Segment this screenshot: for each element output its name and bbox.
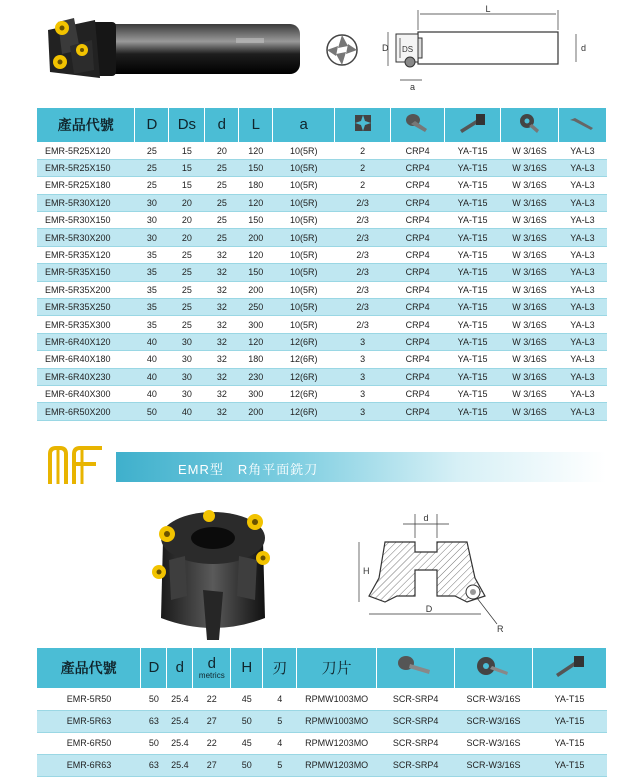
product-code-cell: EMR-5R25X120 bbox=[37, 142, 135, 159]
face-mill-cutter-photo bbox=[145, 500, 280, 640]
table-cell: W 3/16S bbox=[501, 246, 559, 263]
table-header-row bbox=[37, 648, 607, 688]
table-cell: YA-L3 bbox=[558, 316, 606, 333]
product-code-cell: EMR-6R63 bbox=[37, 754, 141, 776]
header-clamp-icon bbox=[501, 108, 559, 142]
table-cell: CRP4 bbox=[391, 159, 445, 176]
table-cell: 2/3 bbox=[335, 264, 391, 281]
table-cell: W 3/16S bbox=[501, 351, 559, 368]
table-cell: 35 bbox=[135, 316, 169, 333]
table-cell: W 3/16S bbox=[501, 333, 559, 350]
table-cell: 25 bbox=[205, 194, 239, 211]
table-cell: 30 bbox=[169, 333, 205, 350]
table-cell: 35 bbox=[135, 299, 169, 316]
table-cell: 25 bbox=[205, 212, 239, 229]
table-cell: 32 bbox=[205, 403, 239, 420]
table-cell: YA-T15 bbox=[445, 142, 501, 159]
key-wrench-icon bbox=[458, 112, 488, 134]
table-cell: 10(5R) bbox=[273, 212, 335, 229]
table-cell: 32 bbox=[205, 299, 239, 316]
banner-series: EMR型 bbox=[178, 462, 224, 477]
header-washer-icon bbox=[455, 648, 533, 688]
table-row bbox=[37, 229, 607, 246]
table-cell: RPMW1203MO bbox=[297, 732, 377, 754]
product-code-cell: EMR-5R35X250 bbox=[37, 299, 135, 316]
emr-face-mill-spec-table bbox=[37, 648, 607, 777]
table-cell: 25 bbox=[135, 142, 169, 159]
table-cell: 63 bbox=[141, 710, 167, 732]
table-cell: YA-T15 bbox=[445, 333, 501, 350]
table-cell: 2/3 bbox=[335, 194, 391, 211]
table-cell: 300 bbox=[239, 385, 273, 402]
table-cell: 230 bbox=[239, 368, 273, 385]
key-wrench-icon bbox=[552, 654, 588, 678]
table-row bbox=[37, 710, 607, 732]
header-d-metrics-top: d bbox=[207, 655, 216, 673]
table-cell: 25 bbox=[205, 177, 239, 194]
table-cell: YA-L3 bbox=[558, 142, 606, 159]
table-cell: 12(6R) bbox=[273, 403, 335, 420]
table-cell: 2/3 bbox=[335, 212, 391, 229]
nf-logo bbox=[46, 444, 106, 488]
table-cell: YA-T15 bbox=[533, 710, 607, 732]
table-cell: RPMW1203MO bbox=[297, 754, 377, 776]
table-cell: YA-T15 bbox=[445, 246, 501, 263]
table-cell: SCR-W3/16S bbox=[455, 732, 533, 754]
table-cell: YA-T15 bbox=[445, 299, 501, 316]
table-cell: YA-L3 bbox=[558, 281, 606, 298]
table-cell: 25.4 bbox=[167, 688, 193, 710]
table-cell: 15 bbox=[169, 159, 205, 176]
table-cell: YA-T15 bbox=[533, 688, 607, 710]
table-cell: 12(6R) bbox=[273, 333, 335, 350]
table-cell: YA-L3 bbox=[558, 385, 606, 402]
table-cell: 63 bbox=[141, 754, 167, 776]
table-cell: YA-T15 bbox=[445, 403, 501, 420]
header-D: D bbox=[141, 648, 167, 688]
table-cell: CRP4 bbox=[391, 194, 445, 211]
top-illustrations bbox=[0, 0, 628, 100]
table-cell: 12(6R) bbox=[273, 385, 335, 402]
label-d: d bbox=[581, 43, 587, 53]
table-cell: 150 bbox=[239, 212, 273, 229]
table-cell: YA-L3 bbox=[558, 194, 606, 211]
table-cell: 15 bbox=[169, 177, 205, 194]
header-d-metrics bbox=[193, 648, 231, 688]
header-wrench-icon bbox=[533, 648, 607, 688]
table-cell: 3 bbox=[335, 403, 391, 420]
table-cell: YA-L3 bbox=[558, 351, 606, 368]
product-code-cell: EMR-5R35X120 bbox=[37, 246, 135, 263]
table-row bbox=[37, 688, 607, 710]
table-cell: 10(5R) bbox=[273, 159, 335, 176]
product-code-cell: EMR-6R50 bbox=[37, 732, 141, 754]
label-sec-d: d bbox=[423, 513, 429, 523]
table-row bbox=[37, 403, 607, 420]
header-Ds: Ds bbox=[169, 108, 205, 142]
header-hexkey-icon bbox=[558, 108, 606, 142]
header-d-metrics-bottom: metrics bbox=[198, 671, 225, 681]
table-cell: 32 bbox=[205, 281, 239, 298]
table-cell: 45 bbox=[231, 732, 263, 754]
table-cell: 25 bbox=[205, 159, 239, 176]
table-cell: CRP4 bbox=[391, 229, 445, 246]
table-cell: 12(6R) bbox=[273, 368, 335, 385]
header-product-code: 產品代號 bbox=[37, 648, 141, 688]
table-cell: 2/3 bbox=[335, 316, 391, 333]
table-cell: 22 bbox=[193, 688, 231, 710]
table-cell: W 3/16S bbox=[501, 264, 559, 281]
table-cell: 300 bbox=[239, 316, 273, 333]
table-cell: 25 bbox=[205, 229, 239, 246]
table-cell: 32 bbox=[205, 368, 239, 385]
table-cell: 10(5R) bbox=[273, 246, 335, 263]
table-cell: 3 bbox=[335, 368, 391, 385]
table-cell: SCR-W3/16S bbox=[455, 754, 533, 776]
product-code-cell: EMR-5R35X150 bbox=[37, 264, 135, 281]
table-cell: SCR-W3/16S bbox=[455, 710, 533, 732]
table-cell: CRP4 bbox=[391, 281, 445, 298]
table-row bbox=[37, 368, 607, 385]
table-cell: 120 bbox=[239, 194, 273, 211]
table-cell: 35 bbox=[135, 264, 169, 281]
end-mill-photo bbox=[40, 10, 310, 85]
table-cell: 20 bbox=[169, 229, 205, 246]
side-dimension-drawing bbox=[378, 2, 598, 98]
table-row bbox=[37, 142, 607, 159]
table-cell: 25 bbox=[135, 177, 169, 194]
table-cell: 30 bbox=[169, 351, 205, 368]
table-cell: 45 bbox=[231, 688, 263, 710]
table-cell: 32 bbox=[205, 385, 239, 402]
table-cell: CRP4 bbox=[391, 212, 445, 229]
header-screw-icon bbox=[391, 108, 445, 142]
washer-screw-icon bbox=[474, 654, 514, 678]
table-cell: 30 bbox=[135, 194, 169, 211]
table-cell: YA-T15 bbox=[445, 264, 501, 281]
table-header-row bbox=[37, 108, 607, 142]
table-cell: 50 bbox=[231, 710, 263, 732]
table-cell: YA-L3 bbox=[558, 368, 606, 385]
table-cell: 25 bbox=[169, 316, 205, 333]
table-cell: 4 bbox=[263, 688, 297, 710]
table-cell: 30 bbox=[169, 385, 205, 402]
table-cell: YA-L3 bbox=[558, 229, 606, 246]
table-cell: 10(5R) bbox=[273, 194, 335, 211]
table-cell: 30 bbox=[135, 212, 169, 229]
table-row bbox=[37, 754, 607, 776]
table-cell: 25.4 bbox=[167, 710, 193, 732]
label-L: L bbox=[485, 4, 491, 14]
table-cell: YA-T15 bbox=[445, 212, 501, 229]
table-cell: 200 bbox=[239, 229, 273, 246]
table-cell: 27 bbox=[193, 710, 231, 732]
table-cell: 40 bbox=[135, 368, 169, 385]
end-view-drawing bbox=[318, 20, 368, 80]
table-row bbox=[37, 159, 607, 176]
banner-title bbox=[178, 459, 318, 478]
product-code-cell: EMR-6R40X180 bbox=[37, 351, 135, 368]
table-cell: 25.4 bbox=[167, 732, 193, 754]
table-cell: 200 bbox=[239, 281, 273, 298]
table-cell: 4 bbox=[263, 732, 297, 754]
table-row bbox=[37, 177, 607, 194]
table-cell: 25.4 bbox=[167, 754, 193, 776]
table-cell: 32 bbox=[205, 246, 239, 263]
table-cell: YA-L3 bbox=[558, 333, 606, 350]
table-cell: 25 bbox=[135, 159, 169, 176]
table-cell: YA-L3 bbox=[558, 246, 606, 263]
table-cell: SCR-SRP4 bbox=[377, 754, 455, 776]
table-cell: 40 bbox=[135, 351, 169, 368]
table-cell: 12(6R) bbox=[273, 351, 335, 368]
table-cell: W 3/16S bbox=[501, 142, 559, 159]
table-cell: W 3/16S bbox=[501, 194, 559, 211]
table-cell: YA-T15 bbox=[445, 281, 501, 298]
table-cell: YA-L3 bbox=[558, 212, 606, 229]
table-cell: W 3/16S bbox=[501, 281, 559, 298]
header-H: H bbox=[231, 648, 263, 688]
table-row bbox=[37, 316, 607, 333]
table-cell: RPMW1003MO bbox=[297, 710, 377, 732]
table-cell: CRP4 bbox=[391, 299, 445, 316]
table-cell: 10(5R) bbox=[273, 281, 335, 298]
table-cell: 35 bbox=[135, 246, 169, 263]
table-cell: 40 bbox=[135, 385, 169, 402]
table-cell: W 3/16S bbox=[501, 316, 559, 333]
table-cell: 32 bbox=[205, 264, 239, 281]
table-cell: SCR-SRP4 bbox=[377, 732, 455, 754]
header-L: L bbox=[239, 108, 273, 142]
table-cell: 3 bbox=[335, 385, 391, 402]
table-cell: SCR-SRP4 bbox=[377, 688, 455, 710]
table-cell: YA-T15 bbox=[445, 385, 501, 402]
table-cell: YA-T15 bbox=[445, 316, 501, 333]
table-row bbox=[37, 385, 607, 402]
header-product-code: 產品代號 bbox=[37, 108, 135, 142]
table-cell: YA-L3 bbox=[558, 264, 606, 281]
header-a: a bbox=[273, 108, 335, 142]
table-cell: 2/3 bbox=[335, 246, 391, 263]
table-row bbox=[37, 264, 607, 281]
table-cell: YA-T15 bbox=[445, 177, 501, 194]
label-DS: DS bbox=[402, 45, 414, 54]
table-cell: YA-T15 bbox=[445, 229, 501, 246]
table-cell: 180 bbox=[239, 351, 273, 368]
table-cell: CRP4 bbox=[391, 333, 445, 350]
table-cell: YA-T15 bbox=[533, 754, 607, 776]
table-cell: 30 bbox=[169, 368, 205, 385]
header-d: d bbox=[167, 648, 193, 688]
table-cell: YA-T15 bbox=[445, 194, 501, 211]
table-cell: RPMW1003MO bbox=[297, 688, 377, 710]
table-cell: YA-T15 bbox=[445, 351, 501, 368]
table-cell: W 3/16S bbox=[501, 177, 559, 194]
table-cell: 50 bbox=[141, 732, 167, 754]
table-cell: 2/3 bbox=[335, 281, 391, 298]
label-sec-H: H bbox=[363, 566, 370, 576]
label-a: a bbox=[410, 82, 416, 92]
table-cell: YA-L3 bbox=[558, 177, 606, 194]
table-cell: YA-T15 bbox=[445, 159, 501, 176]
table-cell: 50 bbox=[231, 754, 263, 776]
table-cell: 50 bbox=[135, 403, 169, 420]
table-row bbox=[37, 246, 607, 263]
table-cell: 25 bbox=[169, 281, 205, 298]
table-cell: CRP4 bbox=[391, 316, 445, 333]
table-body bbox=[37, 688, 607, 776]
table-cell: YA-L3 bbox=[558, 299, 606, 316]
table-cell: 50 bbox=[141, 688, 167, 710]
table-cell: 35 bbox=[135, 281, 169, 298]
table-cell: CRP4 bbox=[391, 403, 445, 420]
table-row bbox=[37, 299, 607, 316]
table-cell: 120 bbox=[239, 333, 273, 350]
table-row bbox=[37, 333, 607, 350]
table-cell: 5 bbox=[263, 710, 297, 732]
table-cell: CRP4 bbox=[391, 246, 445, 263]
header-D: D bbox=[135, 108, 169, 142]
table-cell: 10(5R) bbox=[273, 299, 335, 316]
table-cell: CRP4 bbox=[391, 351, 445, 368]
table-cell: 2 bbox=[335, 159, 391, 176]
table-cell: 40 bbox=[135, 333, 169, 350]
product-code-cell: EMR-6R40X300 bbox=[37, 385, 135, 402]
table-cell: W 3/16S bbox=[501, 403, 559, 420]
table-cell: 200 bbox=[239, 403, 273, 420]
table-cell: 15 bbox=[169, 142, 205, 159]
table-cell: 2/3 bbox=[335, 299, 391, 316]
table-row bbox=[37, 212, 607, 229]
table-row bbox=[37, 351, 607, 368]
table-cell: 120 bbox=[239, 246, 273, 263]
label-D: D bbox=[382, 43, 389, 53]
table-cell: 180 bbox=[239, 177, 273, 194]
table-cell: 32 bbox=[205, 333, 239, 350]
table-cell: W 3/16S bbox=[501, 385, 559, 402]
table-cell: 10(5R) bbox=[273, 177, 335, 194]
table-cell: W 3/16S bbox=[501, 229, 559, 246]
hex-key-icon bbox=[567, 112, 597, 134]
table-cell: 32 bbox=[205, 351, 239, 368]
section-dimension-drawing bbox=[345, 508, 505, 636]
table-cell: 2/3 bbox=[335, 229, 391, 246]
product-code-cell: EMR-5R30X150 bbox=[37, 212, 135, 229]
product-code-cell: EMR-6R40X120 bbox=[37, 333, 135, 350]
table-cell: W 3/16S bbox=[501, 212, 559, 229]
table-cell: CRP4 bbox=[391, 264, 445, 281]
table-cell: CRP4 bbox=[391, 142, 445, 159]
table-cell: 22 bbox=[193, 732, 231, 754]
header-insert: 刀片 bbox=[297, 648, 377, 688]
table-cell: 2 bbox=[335, 142, 391, 159]
table-cell: 10(5R) bbox=[273, 264, 335, 281]
product-code-cell: EMR-5R50 bbox=[37, 688, 141, 710]
product-code-cell: EMR-6R40X230 bbox=[37, 368, 135, 385]
emr-shank-spec-table bbox=[37, 108, 607, 421]
table-cell: 5 bbox=[263, 754, 297, 776]
table-cell: 27 bbox=[193, 754, 231, 776]
table-row bbox=[37, 281, 607, 298]
clamp-screw-icon bbox=[517, 112, 541, 134]
product-code-cell: EMR-5R30X200 bbox=[37, 229, 135, 246]
screw-icon bbox=[405, 112, 431, 134]
table-cell: 10(5R) bbox=[273, 316, 335, 333]
table-cell: 250 bbox=[239, 299, 273, 316]
table-cell: 3 bbox=[335, 333, 391, 350]
table-cell: 25 bbox=[169, 299, 205, 316]
table-cell: 10(5R) bbox=[273, 229, 335, 246]
product-code-cell: EMR-5R63 bbox=[37, 710, 141, 732]
table-cell: W 3/16S bbox=[501, 368, 559, 385]
table-cell: W 3/16S bbox=[501, 299, 559, 316]
header-insert-icon bbox=[335, 108, 391, 142]
table-cell: W 3/16S bbox=[501, 159, 559, 176]
table-cell: 30 bbox=[135, 229, 169, 246]
table-cell: 120 bbox=[239, 142, 273, 159]
table-cell: 25 bbox=[169, 246, 205, 263]
header-d: d bbox=[205, 108, 239, 142]
table-cell: CRP4 bbox=[391, 177, 445, 194]
header-teeth: 刃 bbox=[263, 648, 297, 688]
table-cell: YA-T15 bbox=[445, 368, 501, 385]
table-cell: 25 bbox=[169, 264, 205, 281]
product-code-cell: EMR-5R30X120 bbox=[37, 194, 135, 211]
table-row bbox=[37, 732, 607, 754]
table-body bbox=[37, 142, 607, 420]
table-cell: 3 bbox=[335, 351, 391, 368]
product-code-cell: EMR-5R35X300 bbox=[37, 316, 135, 333]
table-cell: YA-L3 bbox=[558, 403, 606, 420]
label-sec-D: D bbox=[425, 604, 433, 614]
table-cell: 150 bbox=[239, 264, 273, 281]
table-cell: 150 bbox=[239, 159, 273, 176]
banner-subtitle: R角平面銑刀 bbox=[237, 462, 319, 477]
table-cell: YA-L3 bbox=[558, 159, 606, 176]
table-cell: CRP4 bbox=[391, 368, 445, 385]
table-cell: SCR-SRP4 bbox=[377, 710, 455, 732]
table-cell: 2 bbox=[335, 177, 391, 194]
insert-pocket-icon bbox=[352, 112, 374, 134]
label-sec-R: R bbox=[497, 624, 504, 634]
header-clamp-icon bbox=[377, 648, 455, 688]
table-cell: SCR-W3/16S bbox=[455, 688, 533, 710]
product-code-cell: EMR-6R50X200 bbox=[37, 403, 135, 420]
table-cell: CRP4 bbox=[391, 385, 445, 402]
product-code-cell: EMR-5R25X180 bbox=[37, 177, 135, 194]
table-cell: 40 bbox=[169, 403, 205, 420]
product-code-cell: EMR-5R25X150 bbox=[37, 159, 135, 176]
table-cell: YA-T15 bbox=[533, 732, 607, 754]
header-wrench-icon bbox=[445, 108, 501, 142]
table-cell: 32 bbox=[205, 316, 239, 333]
clamp-screw-icon bbox=[396, 654, 436, 678]
table-cell: 10(5R) bbox=[273, 142, 335, 159]
table-cell: 20 bbox=[205, 142, 239, 159]
product-code-cell: EMR-5R35X200 bbox=[37, 281, 135, 298]
table-cell: 20 bbox=[169, 194, 205, 211]
table-cell: 20 bbox=[169, 212, 205, 229]
table-row bbox=[37, 194, 607, 211]
